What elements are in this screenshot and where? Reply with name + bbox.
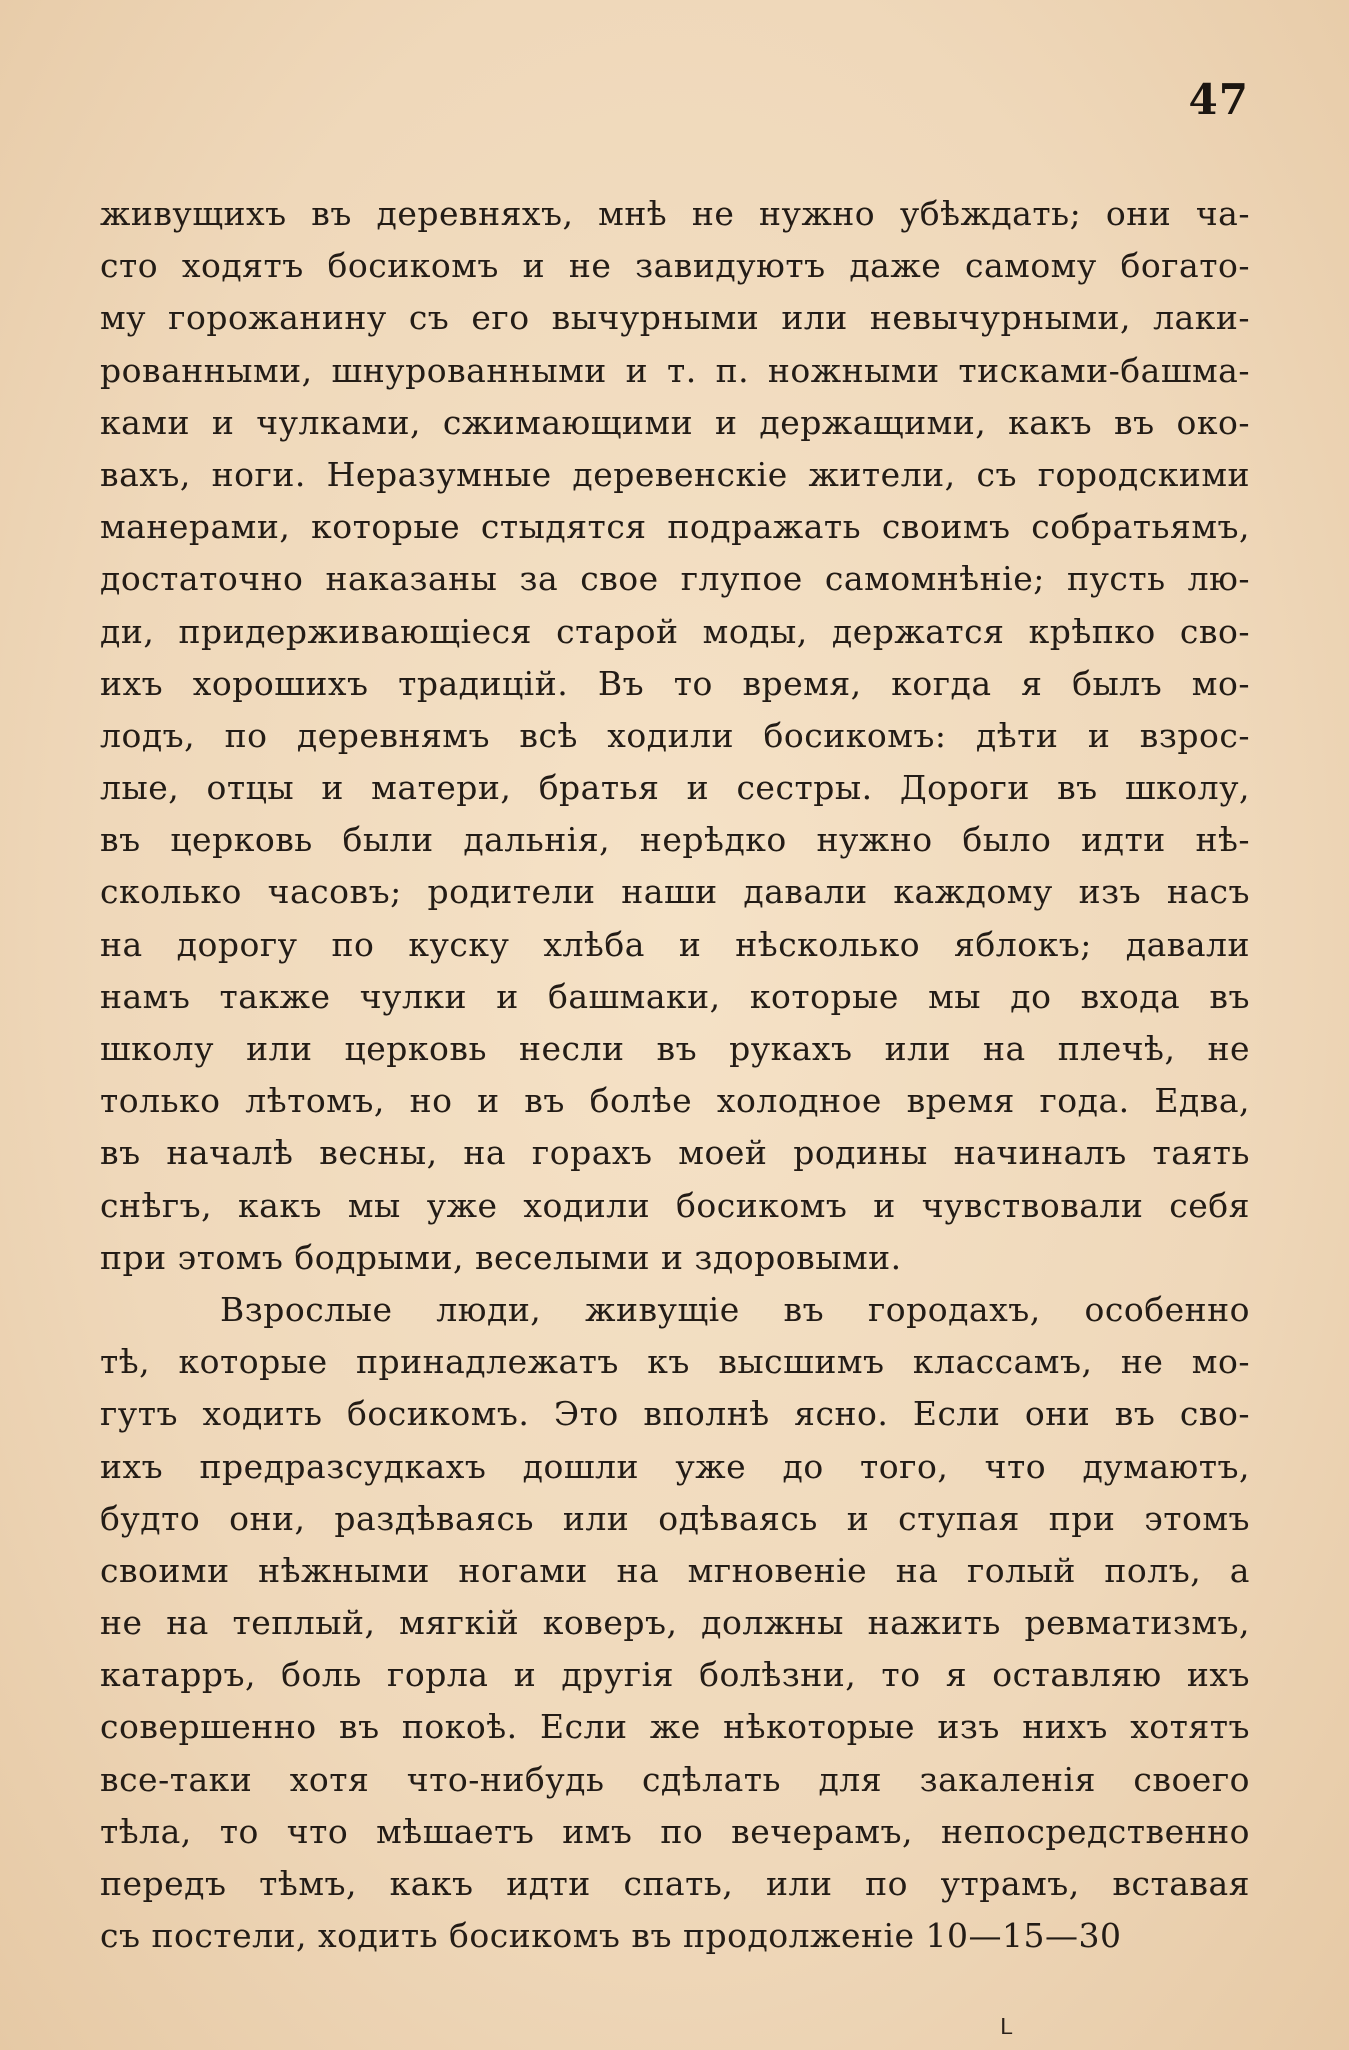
text-line: снѣгъ, какъ мы уже ходили босикомъ и чувствовали себя [100,1185,1250,1225]
text-line: только лѣтомъ, но и въ болѣе холодное время года. Едва, [100,1081,1250,1121]
text-line: Взрослые люди, живущіе въ городахъ, особенно [220,1289,1250,1329]
text-line: тѣ, которые принадлежатъ къ высшимъ классамъ, не мо- [100,1342,1250,1382]
text-line: совершенно въ покоѣ. Если же нѣкоторые изъ нихъ хотятъ [100,1707,1250,1747]
printer-mark: ᒪ [1000,2015,1013,2040]
text-line: на дорогу по куску хлѣба и нѣсколько яблокъ; давали [100,924,1250,964]
text-line: му горожанину съ его вычурными или невычурными, лаки- [100,298,1250,338]
text-line: ками и чулками, сжимающими и держащими, какъ въ око- [100,402,1250,442]
text-line: въ церковь были дальнія, нерѣдко нужно было идти нѣ- [100,820,1250,860]
text-line: своими нѣжными ногами на мгновеніе на голый полъ, а [100,1550,1250,1590]
text-line: все-таки хотя что-нибудь сдѣлать для закаленія своего [100,1759,1250,1799]
text-line: достаточно наказаны за свое глупое самомнѣніе; пусть лю- [100,559,1250,599]
text-line: лые, отцы и матери, братья и сестры. Дороги въ школу, [100,768,1250,808]
text-line: школу или церковь несли въ рукахъ или на плечѣ, не [100,1029,1250,1068]
body-text [100,188,1250,1962]
text-line: сто ходятъ босикомъ и не завидуютъ даже самому богато- [100,246,1250,286]
paragraph-2 [100,1284,1250,1962]
text-line: живущихъ въ деревняхъ, мнѣ не нужно убѣждать; они ча- [100,194,1250,233]
text-line: рованными, шнурованными и т. п. ножными тисками-башма- [100,350,1250,390]
text-line: передъ тѣмъ, какъ идти спать, или по утрамъ, вставая [100,1864,1250,1903]
text-line: лодъ, по деревнямъ всѣ ходили босикомъ: дѣти и взрос- [100,715,1250,755]
text-line: намъ также чулки и башмаки, которые мы до входа въ [100,976,1250,1016]
text-line: катарръ, боль горла и другія болѣзни, то я оставляю ихъ [100,1655,1250,1695]
text-line: съ постели, ходить босикомъ въ продолженіе 10—15—30 [100,1916,1122,1956]
text-line: ихъ хорошихъ традицій. Въ то время, когда я былъ мо- [100,663,1250,703]
text-line: ихъ предразсудкахъ дошли уже до того, что думаютъ, [100,1446,1250,1486]
paragraph-1 [100,188,1250,1284]
text-line: въ началѣ весны, на горахъ моей родины начиналъ таять [100,1133,1250,1173]
text-line: вахъ, ноги. Неразумные деревенскіе жители, съ городскими [100,454,1250,494]
text-line: ди, придерживающіеся старой моды, держатся крѣпко сво- [100,611,1250,651]
text-line: манерами, которые стыдятся подражать своимъ собратьямъ, [100,507,1250,547]
text-line: гутъ ходить босикомъ. Это вполнѣ ясно. Если они въ сво- [100,1394,1250,1434]
text-line: сколько часовъ; родители наши давали каждому изъ насъ [100,872,1250,912]
text-line: при этомъ бодрыми, веселыми и здоровыми. [100,1237,902,1277]
text-line: тѣла, то что мѣшаетъ имъ по вечерамъ, непосредственно [100,1811,1250,1851]
text-line: не на теплый, мягкій коверъ, должны нажить ревматизмъ, [100,1603,1250,1643]
text-line: будто они, раздѣваясь или одѣваясь и ступая при этомъ [100,1498,1250,1538]
page-number: 47 [1188,75,1249,124]
